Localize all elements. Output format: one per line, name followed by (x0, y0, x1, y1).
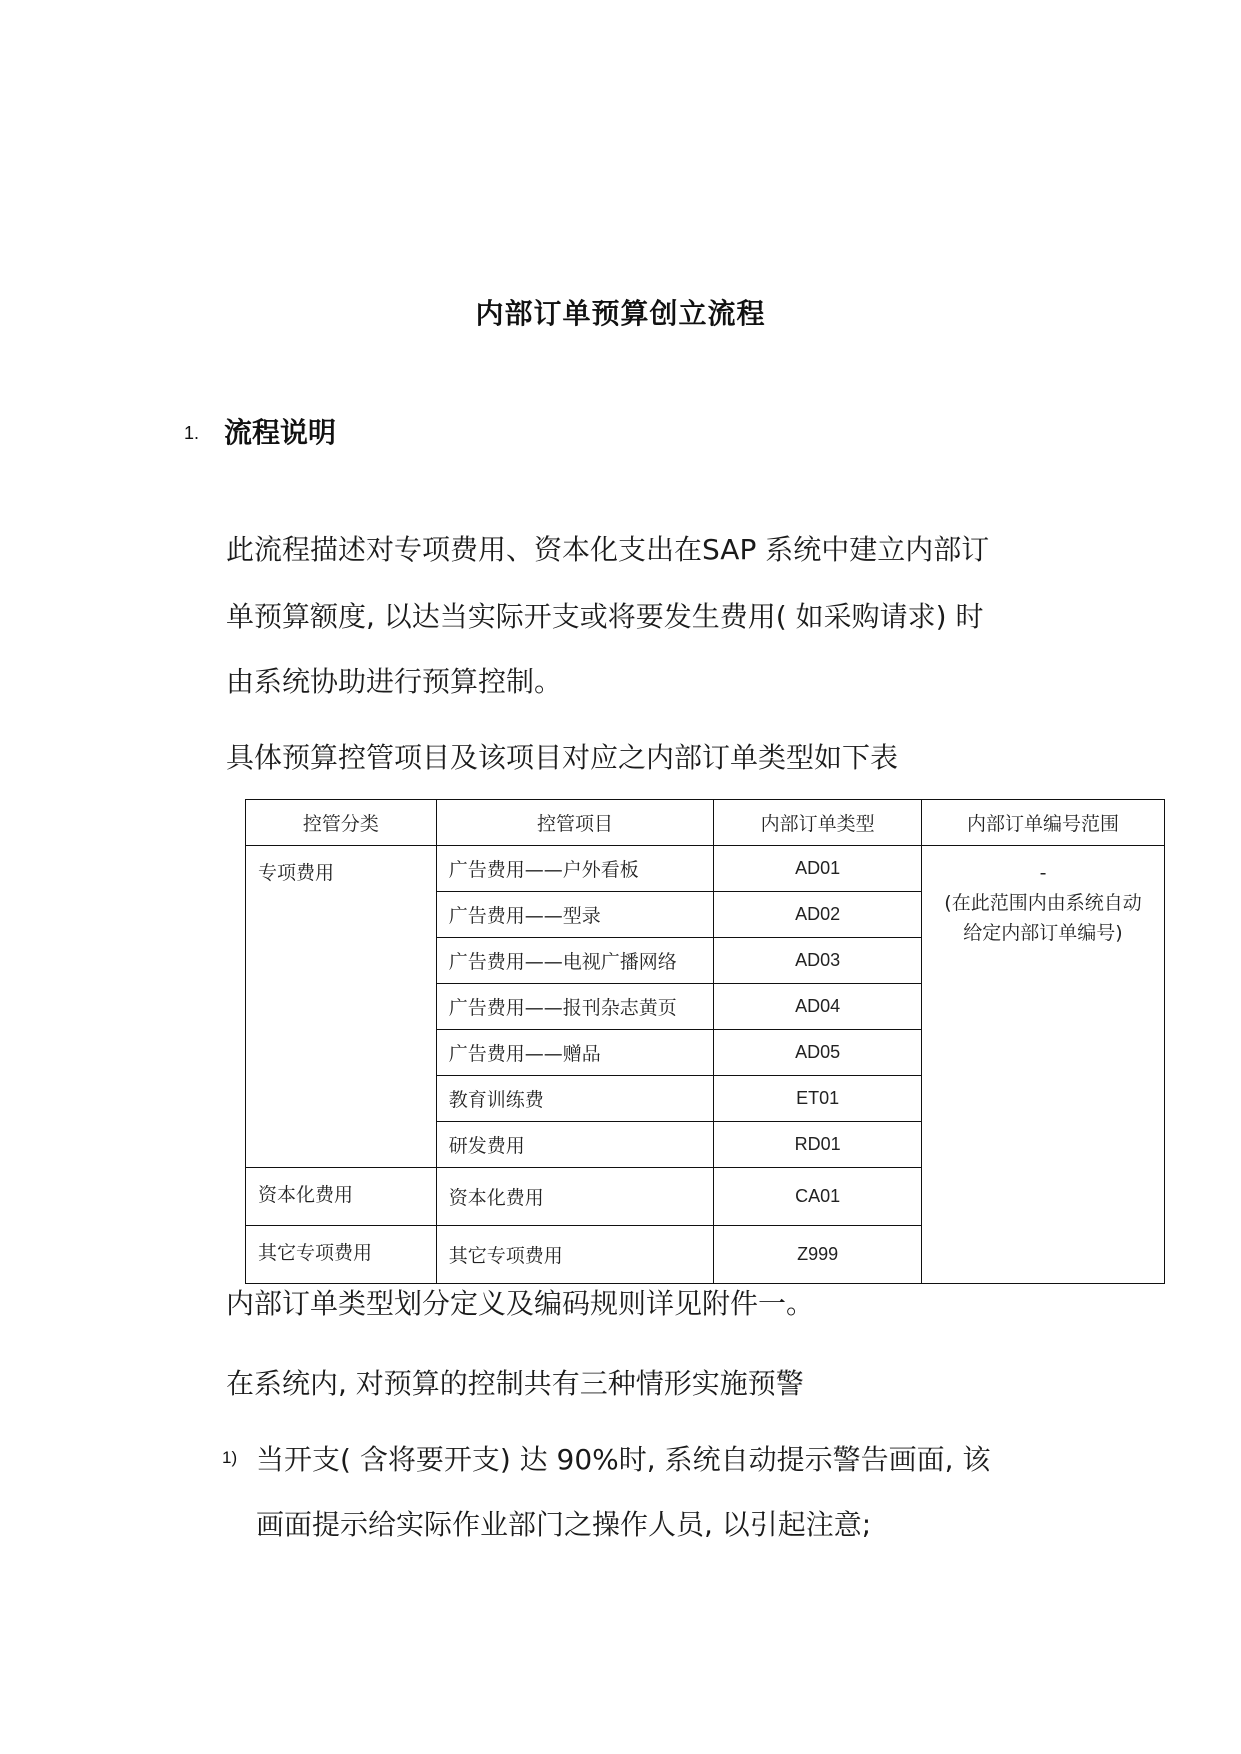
list-line-2: 画面提示给实际作业部门之操作人员, 以引起注意; (256, 1508, 872, 1541)
table-header-row (246, 800, 1165, 846)
item-cell: 广告费用——型录 (436, 892, 714, 938)
item-cell: 广告费用——户外看板 (436, 846, 714, 892)
type-cell: AD01 (714, 846, 922, 892)
item-cell: 广告费用——赠品 (436, 1030, 714, 1076)
header-number-range: 内部订单编号范围 (922, 800, 1165, 846)
item-cell: 广告费用——报刊杂志黄页 (436, 984, 714, 1030)
range-note: (在此范围内由系统自动给定内部订单编号) (944, 892, 1142, 944)
type-cell: CA01 (714, 1168, 922, 1226)
list-line-1: 当开支( 含将要开支) 达 90%时, 系统自动提示警告画面, 该 (256, 1443, 991, 1476)
section-number: 1. (184, 423, 200, 443)
category-cell: 资本化费用 (246, 1168, 437, 1226)
category-cell: 其它专项费用 (246, 1226, 437, 1284)
table-row (246, 846, 1165, 892)
section-title: 流程说明 (224, 416, 337, 449)
item-cell: 研发费用 (436, 1122, 714, 1168)
item-cell: 广告费用——电视广播网络 (436, 938, 714, 984)
type-cell: AD03 (714, 938, 922, 984)
intro-line-2: 单预算额度, 以达当实际开支或将要发生费用( 如采购请求) 时 (226, 600, 984, 633)
item-cell: 其它专项费用 (436, 1226, 714, 1284)
range-dash: - (1039, 862, 1047, 884)
intro-line-3: 由系统协助进行预算控制。 (226, 665, 563, 698)
category-cell: 专项费用 (246, 846, 437, 1168)
range-cell (922, 846, 1165, 1284)
header-item: 控管项目 (436, 800, 714, 846)
header-order-type: 内部订单类型 (714, 800, 922, 846)
type-cell: AD02 (714, 892, 922, 938)
header-category: 控管分类 (246, 800, 437, 846)
item-cell: 资本化费用 (436, 1168, 714, 1226)
intro-line-4: 具体预算控管项目及该项目对应之内部订单类型如下表 (226, 741, 899, 774)
after-line-2: 在系统内, 对预算的控制共有三种情形实施预警 (226, 1367, 804, 1400)
document-title: 内部订单预算创立流程 (475, 297, 766, 330)
type-cell: Z999 (714, 1226, 922, 1284)
type-cell: ET01 (714, 1076, 922, 1122)
order-type-table (245, 799, 1165, 1284)
after-line-1: 内部订单类型划分定义及编码规则详见附件一。 (226, 1287, 815, 1320)
type-cell: AD05 (714, 1030, 922, 1076)
intro-line-1: 此流程描述对专项费用、资本化支出在SAP 系统中建立内部订 (226, 533, 990, 566)
type-cell: AD04 (714, 984, 922, 1030)
type-cell: RD01 (714, 1122, 922, 1168)
list-marker: 1) (222, 1448, 238, 1467)
item-cell: 教育训练费 (436, 1076, 714, 1122)
